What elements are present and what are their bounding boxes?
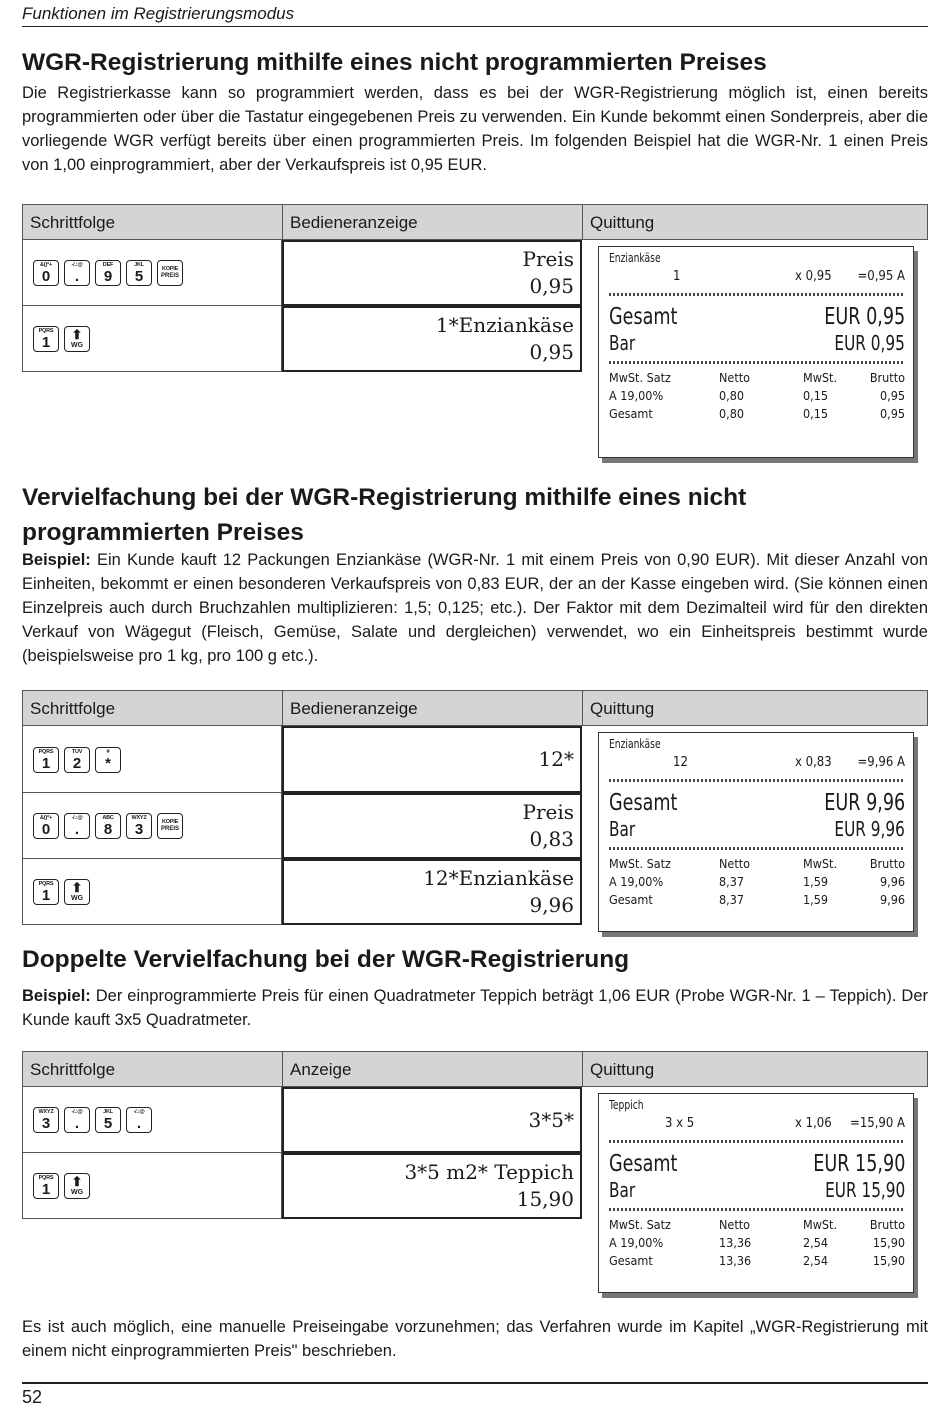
column-divider: [282, 691, 283, 725]
receipt-item-name: Enziankäse: [609, 251, 661, 265]
key-main-label: .: [136, 1115, 142, 1132]
key-top-label: WXYZ: [38, 1109, 54, 1115]
key-main-label: 1: [41, 887, 51, 904]
display-line: 0,95: [529, 340, 574, 364]
receipt-vat-cell: 13,36: [719, 1235, 752, 1250]
table-header-cell: Bedieneranzeige: [290, 699, 418, 718]
receipt-line-amount: =0,95 A: [857, 269, 905, 284]
column-divider: [582, 691, 583, 725]
key-sequence: [33, 260, 183, 286]
display-line: 0,95: [529, 274, 574, 298]
key-dot[interactable]: [126, 1107, 152, 1133]
operator-display: [282, 726, 582, 793]
display-line: 3*5 m2* Teppich: [404, 1160, 574, 1184]
key-top-label: JKL: [103, 1109, 113, 1115]
receipt-separator: [609, 847, 905, 850]
operator-display: [282, 793, 582, 859]
arrow-up-icon: ⬆: [71, 1174, 83, 1189]
operator-display: [282, 859, 582, 925]
key-top-label: -/.:@: [71, 262, 83, 268]
key-top-label: KOPIE: [161, 266, 179, 272]
step-cell: [22, 1087, 282, 1153]
receipt-separator: [609, 1140, 905, 1143]
key-1[interactable]: [33, 326, 59, 352]
receipt-separator: [609, 1208, 905, 1211]
section-text-3: Beispiel: Der einprogrammierte Preis für einen Quadratmeter Teppich beträgt 1,06 EUR (Probe WGR-Nr. 1 – Teppich). Der Kunde kauft 3x5 Quadratmeter.: [22, 987, 928, 1029]
key-top-label: #: [106, 748, 110, 755]
key-dot[interactable]: [64, 813, 90, 839]
section-title-3: Doppelte Vervielfachung bei der WGR-Registrierung: [22, 946, 630, 973]
receipt-separator: [609, 361, 905, 364]
key-sequence: [33, 326, 90, 352]
receipt-vat-cell: 0,95: [879, 406, 905, 421]
receipt-cash-value: EUR 0,95: [834, 331, 905, 355]
receipt-separator: [609, 293, 905, 296]
key-top-label: ABC: [102, 815, 114, 821]
table-header-cell: Quittung: [590, 213, 655, 232]
step-cell: [22, 793, 282, 859]
key-main-label: 0: [41, 268, 51, 285]
key-2[interactable]: [64, 747, 90, 773]
table-header-cell: Quittung: [590, 1060, 655, 1079]
key-kopie[interactable]: [157, 813, 183, 839]
key-main-label: .: [74, 268, 80, 285]
receipt-vat-cell: Gesamt: [609, 1253, 653, 1268]
key-sub-label: PREIS: [160, 273, 179, 279]
display-line: 12*Enziankäse: [423, 866, 574, 890]
key-top-label: PQRS: [38, 328, 54, 334]
receipt: [598, 1093, 914, 1293]
receipt-vat-cell: 2,54: [803, 1253, 829, 1268]
key-1[interactable]: [33, 1173, 59, 1199]
table-header-cell: Anzeige: [290, 1060, 352, 1079]
step-cell: [22, 306, 282, 372]
display-line: 0,83: [529, 827, 574, 851]
key-main-label: 5: [134, 268, 144, 285]
receipt: [598, 246, 914, 458]
operator-display: [282, 306, 582, 372]
receipt-total-label: Gesamt: [609, 790, 678, 816]
key-wg[interactable]: [64, 1173, 90, 1199]
table-header-cell: Schrittfolge: [30, 213, 116, 232]
key-main-label: 5: [103, 1115, 113, 1132]
step-cell: [22, 240, 282, 306]
key-wg[interactable]: [64, 879, 90, 905]
receipt-vat-cell: 9,96: [879, 892, 905, 907]
receipt-vat-cell: Netto: [719, 370, 751, 385]
page-header: Funktionen im Registrierungsmodus: [22, 4, 928, 27]
key-top-label: DEF: [102, 262, 114, 268]
key-0[interactable]: [33, 260, 59, 286]
key-top-label: &()*+: [40, 262, 52, 268]
key-wg[interactable]: [64, 326, 90, 352]
table-header-cell: Quittung: [590, 699, 655, 718]
receipt-vat-cell: A 19,00%: [609, 388, 664, 403]
table-3: [22, 1051, 928, 1301]
key-top-label: JKL: [134, 262, 144, 268]
operator-display: [282, 240, 582, 306]
receipt-vat-cell: Gesamt: [609, 892, 653, 907]
receipt-vat-cell: MwSt. Satz: [609, 370, 671, 385]
key-sub-label: WG: [70, 895, 84, 902]
receipt-separator: [609, 779, 905, 782]
receipt-cash-value: EUR 15,90: [824, 1178, 905, 1202]
page-number: 52: [22, 1387, 43, 1407]
arrow-up-icon: ⬆: [71, 880, 83, 895]
key-main-label: 8: [103, 821, 113, 838]
receipt-vat-cell: MwSt.: [803, 1217, 838, 1232]
receipt-line-amount: =9,96 A: [857, 755, 905, 770]
key-top-label: -/.:@: [71, 815, 83, 821]
receipt-total-value: EUR 9,96: [824, 790, 905, 816]
receipt-cash-label: Bar: [609, 817, 636, 841]
key-0[interactable]: [33, 813, 59, 839]
receipt: [598, 732, 914, 932]
section-text-1: Die Registrierkasse kann so programmiert werden, dass es bei der WGR-Registrierung möglich ist, einen bereits programmierten oder über die Tastatur eingegebenen Preis zu verwenden. Ein Kunde bekommt einen Sonderpreis, aber die vorliegende WGR verfügt bereits über einen programmierten Preis. Im folgenden Beispiel hat die WGR-Nr. 1 einen Preis von 1,00 einprogrammiert, aber der Verkaufspreis ist 0,95 EUR.: [22, 84, 928, 174]
table-header-cell: Schrittfolge: [30, 699, 116, 718]
footer-rule: [22, 1382, 928, 1384]
key-sub-label: PREIS: [160, 826, 179, 832]
display-line: Preis: [522, 247, 574, 271]
receipt-vat-cell: Brutto: [869, 1217, 905, 1232]
key-dot[interactable]: [64, 1107, 90, 1133]
key-sequence: [33, 1107, 152, 1133]
column-divider: [282, 205, 283, 239]
receipt-vat-cell: 0,95: [879, 388, 905, 403]
receipt-vat-cell: Brutto: [869, 370, 905, 385]
key-sequence: [33, 1173, 90, 1199]
receipt-vat-cell: MwSt. Satz: [609, 856, 671, 871]
key-top-label: TUV: [71, 748, 83, 755]
key-8[interactable]: [95, 813, 121, 839]
table-header-cell: Schrittfolge: [30, 1060, 116, 1079]
key-main-label: 1: [41, 754, 51, 772]
receipt-vat-cell: A 19,00%: [609, 874, 664, 889]
receipt-vat-cell: Netto: [719, 856, 751, 871]
key-sequence: [33, 879, 90, 905]
receipt-vat-cell: Gesamt: [609, 406, 653, 421]
receipt-total-label: Gesamt: [609, 1151, 678, 1177]
key-main-label: 0: [41, 821, 51, 838]
key-main-label: 2: [72, 754, 82, 772]
arrow-up-icon: ⬆: [71, 327, 83, 342]
display-line: 9,96: [529, 893, 574, 917]
key-sub-label: WG: [70, 1189, 84, 1196]
key-main-label: *: [105, 754, 111, 772]
receipt-vat-cell: 13,36: [719, 1253, 752, 1268]
receipt-vat-cell: 9,96: [879, 874, 905, 889]
section-title-1: WGR-Registrierung mithilfe eines nicht programmierten Preises: [22, 49, 767, 76]
receipt-vat-cell: 15,90: [872, 1235, 905, 1250]
step-cell: [22, 1153, 282, 1219]
table-header-row: [22, 204, 928, 240]
key-main-label: 1: [41, 334, 51, 351]
receipt-vat-cell: 0,15: [803, 388, 829, 403]
key-main-label: 3: [134, 821, 144, 838]
key-kopie[interactable]: [157, 260, 183, 286]
receipt-unit-price: x 0,83: [795, 755, 832, 770]
key-5[interactable]: [95, 1107, 121, 1133]
key-top-label: -/.:@: [71, 1109, 83, 1115]
key-sub-label: WG: [70, 342, 84, 349]
key-top-label: PQRS: [38, 1175, 54, 1181]
closing-text: Es ist auch möglich, eine manuelle Preiseingabe vorzunehmen; das Verfahren wurde im Kapitel „WGR-Registrierung mit einem nicht einprogrammierten Preis" beschrieben.: [22, 1318, 928, 1360]
display-line: 1*Enziankäse: [435, 313, 574, 337]
receipt-vat-cell: 2,54: [803, 1235, 829, 1250]
display-line: Preis: [522, 800, 574, 824]
receipt-item-name: Teppich: [609, 1098, 644, 1112]
step-cell: [22, 726, 282, 793]
key-dot[interactable]: [64, 260, 90, 286]
key-sequence: [33, 747, 121, 773]
section-title-2: Vervielfachung bei der WGR-Registrierung mithilfe eines nicht programmierten Preises: [22, 484, 747, 546]
receipt-unit-price: x 0,95: [795, 269, 832, 284]
key-3[interactable]: [126, 813, 152, 839]
receipt-vat-cell: Brutto: [869, 856, 905, 871]
key-top-label: &()*+: [40, 815, 52, 821]
step-cell: [22, 859, 282, 925]
operator-display: [282, 1153, 582, 1219]
display-line: 3*5*: [528, 1107, 574, 1132]
receipt-vat-cell: 8,37: [719, 874, 745, 889]
receipt-vat-cell: 8,37: [719, 892, 745, 907]
receipt-unit-price: x 1,06: [795, 1116, 832, 1131]
key-main-label: .: [74, 821, 80, 838]
table-1: [22, 204, 928, 464]
receipt-vat-cell: 15,90: [872, 1253, 905, 1268]
receipt-vat-cell: 0,15: [803, 406, 829, 421]
key-1[interactable]: [33, 747, 59, 773]
key-star[interactable]: [95, 747, 121, 773]
receipt-total-value: EUR 0,95: [824, 304, 905, 330]
receipt-line-amount: =15,90 A: [850, 1116, 905, 1131]
key-top-label: PQRS: [38, 881, 54, 887]
receipt-vat-cell: MwSt. Satz: [609, 1217, 671, 1232]
receipt-cash-value: EUR 9,96: [834, 817, 905, 841]
table-2: [22, 690, 928, 940]
table-header-cell: Bedieneranzeige: [290, 213, 418, 232]
receipt-total-label: Gesamt: [609, 304, 678, 330]
receipt-vat-cell: 1,59: [803, 874, 829, 889]
key-5[interactable]: [126, 260, 152, 286]
column-divider: [282, 1052, 283, 1086]
section-text-2: Beispiel: Ein Kunde kauft 12 Packungen Enziankäse (WGR-Nr. 1 mit einem Preis von 0,90 EUR). Mit dieser Anzahl von Einheiten, bekommt er einen besonderen Verkaufspreis von 0,83 EUR, der an der Kasse eingeben wird. (Sie können einen Einzelpreis auch durch Bruchzahlen multiplizieren: 1,5; 0,125; etc.). Der Faktor mit dem Dezimalteil wird für den direkten Verkauf von Wägegut (Fleisch, Gemüse, Salate und dergleichen) verwendet, wo ein Einheitspreis bestimmt wurde (beispielsweise pro 1 kg, pro 100 g etc.).: [22, 551, 928, 665]
column-divider: [582, 205, 583, 239]
key-main-label: 3: [41, 1115, 51, 1132]
key-main-label: 1: [41, 1181, 51, 1198]
receipt-vat-cell: 0,80: [719, 388, 745, 403]
key-main-label: 9: [103, 268, 113, 285]
receipt-qty: 3 x 5: [665, 1116, 695, 1131]
display-line: 15,90: [516, 1187, 574, 1211]
key-top-label: -/.:@: [133, 1109, 145, 1115]
receipt-vat-cell: 0,80: [719, 406, 745, 421]
column-divider: [582, 1052, 583, 1086]
receipt-cash-label: Bar: [609, 331, 636, 355]
key-1[interactable]: [33, 879, 59, 905]
receipt-total-value: EUR 15,90: [812, 1151, 905, 1177]
receipt-vat-cell: MwSt.: [803, 856, 838, 871]
key-9[interactable]: [95, 260, 121, 286]
key-main-label: .: [74, 1115, 80, 1132]
receipt-vat-cell: Netto: [719, 1217, 751, 1232]
key-top-label: PQRS: [38, 748, 54, 755]
receipt-qty: 1: [673, 269, 681, 284]
table-header-row: [22, 690, 928, 726]
receipt-qty: 12: [673, 755, 688, 770]
receipt-cash-label: Bar: [609, 1178, 636, 1202]
table-header-row: [22, 1051, 928, 1087]
receipt-vat-cell: MwSt.: [803, 370, 838, 385]
operator-display: [282, 1087, 582, 1153]
display-line: 12*: [538, 747, 574, 771]
receipt-vat-cell: A 19,00%: [609, 1235, 664, 1250]
key-top-label: WXYZ: [131, 815, 147, 821]
receipt-vat-cell: 1,59: [803, 892, 829, 907]
key-3[interactable]: [33, 1107, 59, 1133]
receipt-item-name: Enziankäse: [609, 737, 661, 751]
key-top-label: KOPIE: [161, 819, 179, 825]
key-sequence: [33, 813, 183, 839]
